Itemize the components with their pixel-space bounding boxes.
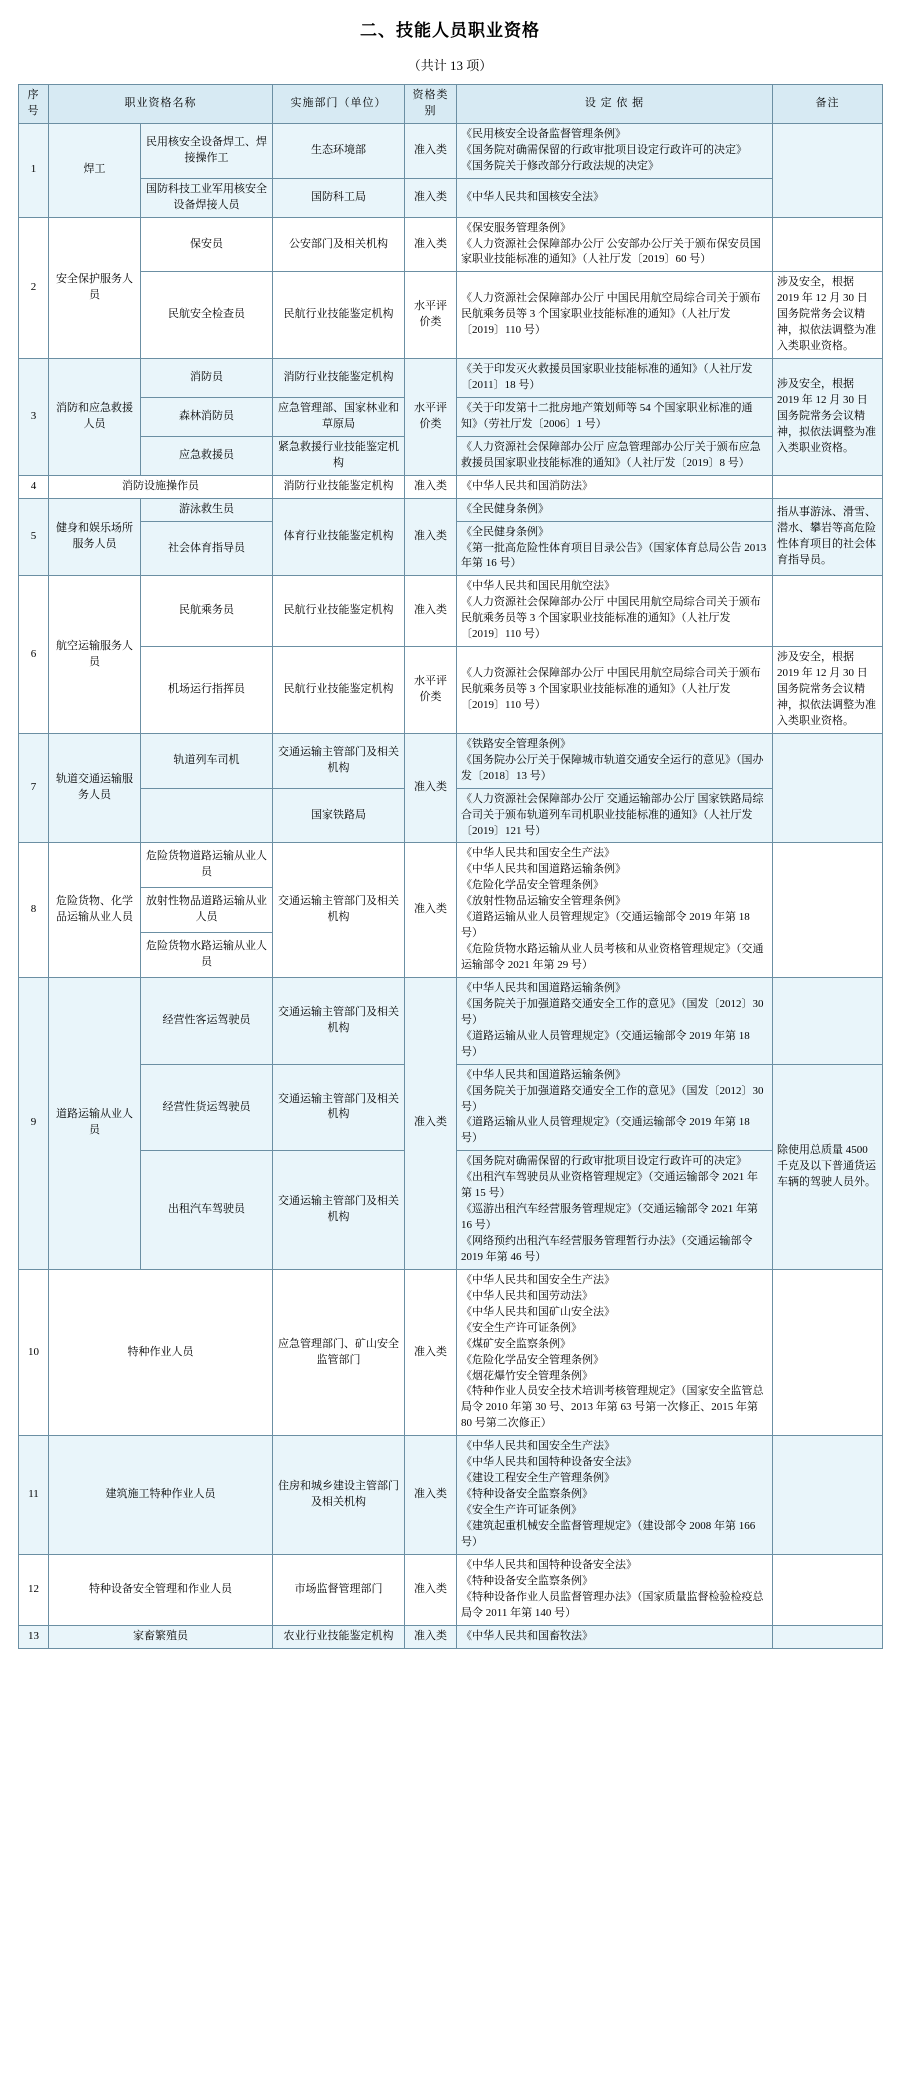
basis-line: 《特种设备作业人员监督管理办法》（国家质量监督检验检疫总局令 2011 年第 140 号）	[461, 1590, 764, 1619]
cell-dept: 市场监督管理部门	[273, 1554, 405, 1625]
cell-sub-name: 经营性客运驾驶员	[141, 977, 273, 1064]
cell-dept: 紧急救援行业技能鉴定机构	[273, 436, 405, 475]
table-row	[19, 1554, 883, 1625]
basis-line: 《国务院关于修改部分行政法规的决定》	[461, 159, 659, 172]
table-row	[19, 123, 883, 178]
cell-seq: 2	[19, 217, 49, 359]
cell-remark: 除使用总质量 4500 千克及以下普通货运车辆的驾驶人员外。	[773, 1064, 883, 1269]
cell-sub-name: 放射性物品道路运输从业人员	[141, 888, 273, 933]
basis-line: 《危险货物水路运输从业人员考核和从业资格管理规定》（交通运输部令 2021 年第 29 号）	[461, 943, 764, 971]
cell-group-name: 家畜繁殖员	[49, 1625, 273, 1648]
basis-line: 《国务院对确需保留的行政审批项目设定行政许可的决定》	[461, 1155, 747, 1168]
table-row	[19, 733, 883, 788]
cell-dept: 民航行业技能鉴定机构	[273, 576, 405, 647]
basis-line: 《保安服务管理条例》	[461, 221, 571, 234]
cell-remark	[773, 475, 883, 498]
cell-remark: 涉及安全，根据 2019 年 12 月 30 日国务院常务会议精神，拟依法调整为准入类职业资格。	[773, 359, 883, 476]
cell-basis	[457, 1554, 773, 1625]
cell-group-name: 安全保护服务人员	[49, 217, 141, 359]
header-name: 职业资格名称	[49, 85, 273, 124]
cell-group-name: 消防设施操作员	[49, 475, 273, 498]
basis-line: 《网络预约出租汽车经营服务管理暂行办法》（交通运输部令 2019 年第 46 号）	[461, 1235, 753, 1263]
cell-sub-name	[141, 788, 273, 843]
cell-dept: 交通运输主管部门及相关机构	[273, 1151, 405, 1270]
cell-dept: 交通运输主管部门及相关机构	[273, 1064, 405, 1151]
basis-line: 《安全生产许可证条例》	[461, 1504, 582, 1516]
cell-dept: 交通运输主管部门及相关机构	[273, 843, 405, 978]
table-row	[19, 647, 883, 734]
cell-dept: 公安部门及相关机构	[273, 217, 405, 272]
cell-basis	[457, 217, 773, 272]
table-row	[19, 498, 883, 521]
cell-seq: 13	[19, 1625, 49, 1648]
cell-category: 水平评价类	[405, 647, 457, 734]
cell-category: 准入类	[405, 1269, 457, 1435]
basis-line: 《中华人民共和国核安全法》	[461, 190, 604, 203]
table-row	[19, 217, 883, 272]
cell-category: 水平评价类	[405, 272, 457, 359]
cell-sub-name: 民用核安全设备焊工、焊接操作工	[141, 123, 273, 178]
cell-category: 准入类	[405, 733, 457, 843]
basis-line: 《中华人民共和国消防法》	[461, 479, 593, 492]
cell-basis	[457, 436, 773, 475]
cell-seq: 6	[19, 576, 49, 733]
cell-sub-name: 经营性货运驾驶员	[141, 1064, 273, 1151]
basis-line: 《煤矿安全监察条例》	[461, 1337, 571, 1350]
cell-sub-name: 危险货物水路运输从业人员	[141, 933, 273, 978]
cell-group-name: 航空运输服务人员	[49, 576, 141, 733]
cell-remark	[773, 1269, 883, 1435]
cell-group-name: 建筑施工特种作业人员	[49, 1436, 273, 1555]
cell-basis	[457, 1151, 773, 1270]
basis-line: 《人力资源社会保障部办公厅 应急管理部办公厅关于颁布应急救援员国家职业技能标准的通知》（人社厅发〔2019〕8 号）	[461, 440, 761, 469]
cell-seq: 12	[19, 1554, 49, 1625]
basis-line: 《中华人民共和国特种设备安全法》	[461, 1456, 637, 1469]
cell-remark	[773, 977, 883, 1064]
table-row	[19, 843, 883, 888]
table-row	[19, 1436, 883, 1555]
basis-line: 《中华人民共和国道路运输条例》	[461, 1068, 626, 1081]
basis-line: 《特种作业人员安全技术培训考核管理规定》（国家安全监管总局令 2010 年第 30 号、2013 年第 63 号第一次修正、2015 年第 80 号第二次修正）	[461, 1385, 764, 1430]
table-row	[19, 1625, 883, 1648]
cell-dept: 农业行业技能鉴定机构	[273, 1625, 405, 1648]
cell-dept: 国防科工局	[273, 178, 405, 217]
basis-line: 《中华人民共和国矿山安全法》	[461, 1305, 615, 1318]
basis-line: 《中华人民共和国特种设备安全法》	[461, 1558, 637, 1571]
basis-line: 《国务院关于加强道路交通安全工作的意见》（国发〔2012〕30 号）	[461, 1084, 764, 1113]
cell-sub-name: 应急救援员	[141, 436, 273, 475]
cell-basis	[457, 272, 773, 359]
cell-basis	[457, 977, 773, 1064]
cell-dept: 国家铁路局	[273, 788, 405, 843]
cell-basis	[457, 1436, 773, 1555]
cell-category: 准入类	[405, 1554, 457, 1625]
cell-dept: 交通运输主管部门及相关机构	[273, 733, 405, 788]
basis-line: 《全民健身条例》	[461, 502, 549, 515]
cell-basis	[457, 647, 773, 734]
basis-line: 《人力资源社会保障部办公厅 交通运输部办公厅 国家铁路局综合司关于颁布轨道列车司机职业技能标准的通知》（人社厅发〔2019〕121 号）	[461, 792, 764, 837]
basis-line: 《特种设备安全监察条例》	[461, 1574, 593, 1587]
cell-group-name: 轨道交通运输服务人员	[49, 733, 141, 843]
cell-group-name: 焊工	[49, 123, 141, 217]
basis-line: 《中华人民共和国畜牧法》	[461, 1629, 593, 1642]
cell-dept: 交通运输主管部门及相关机构	[273, 977, 405, 1064]
table-header	[19, 85, 883, 124]
cell-category: 准入类	[405, 576, 457, 647]
cell-dept: 生态环境部	[273, 123, 405, 178]
table-row	[19, 576, 883, 647]
cell-basis	[457, 359, 773, 398]
cell-remark	[773, 1554, 883, 1625]
basis-line: 《国务院对确需保留的行政审批项目设定行政许可的决定》	[461, 143, 747, 156]
cell-seq: 1	[19, 123, 49, 217]
cell-dept: 民航行业技能鉴定机构	[273, 272, 405, 359]
cell-remark	[773, 1625, 883, 1648]
basis-line: 《中华人民共和国劳动法》	[461, 1289, 593, 1302]
cell-remark	[773, 217, 883, 272]
header-category: 资格类别	[405, 85, 457, 124]
cell-seq: 3	[19, 359, 49, 476]
cell-group-name: 健身和娱乐场所服务人员	[49, 498, 141, 576]
cell-remark	[773, 733, 883, 843]
cell-group-name: 消防和应急救援人员	[49, 359, 141, 476]
cell-dept: 应急管理部门、矿山安全监管部门	[273, 1269, 405, 1435]
cell-sub-name: 社会体育指导员	[141, 521, 273, 576]
basis-line: 《建设工程安全生产管理条例》	[461, 1472, 615, 1485]
basis-line: 《出租汽车驾驶员从业资格管理规定》（交通运输部令 2021 年第 15 号）	[461, 1171, 758, 1200]
table-row	[19, 1269, 883, 1435]
cell-basis	[457, 178, 773, 217]
header-basis: 设 定 依 据	[457, 85, 773, 124]
qualification-table	[18, 84, 883, 1649]
cell-basis	[457, 521, 773, 576]
table-row	[19, 178, 883, 217]
cell-category: 准入类	[405, 977, 457, 1269]
cell-category: 准入类	[405, 843, 457, 978]
table-row	[19, 475, 883, 498]
cell-group-name: 道路运输从业人员	[49, 977, 141, 1269]
cell-remark	[773, 1436, 883, 1555]
basis-line: 《人力资源社会保障部办公厅 中国民用航空局综合司关于颁布民航乘务员等 3 个国家职业技能标准的通知》（人社厅发〔2019〕110 号）	[461, 292, 761, 337]
cell-group-name: 特种设备安全管理和作业人员	[49, 1554, 273, 1625]
basis-line: 《中华人民共和国安全生产法》	[461, 1440, 615, 1453]
basis-line: 《全民健身条例》	[461, 525, 549, 538]
header-dept: 实施部门（单位）	[273, 85, 405, 124]
page-title: 二、技能人员职业资格	[360, 21, 540, 40]
basis-line: 《中华人民共和国道路运输条例》	[461, 981, 626, 994]
cell-category: 准入类	[405, 498, 457, 576]
cell-seq: 9	[19, 977, 49, 1269]
basis-line: 《危险化学品安全管理条例》	[461, 879, 604, 892]
basis-line: 《巡游出租汽车经营服务管理规定》（交通运输部令 2021 年第 16 号）	[461, 1203, 758, 1232]
header-remark: 备注	[773, 85, 883, 124]
cell-seq: 4	[19, 475, 49, 498]
cell-category: 水平评价类	[405, 359, 457, 476]
cell-sub-name: 民航安全检查员	[141, 272, 273, 359]
table-row	[19, 977, 883, 1064]
cell-sub-name: 机场运行指挥员	[141, 647, 273, 734]
basis-line: 《第一批高危险性体育项目目录公告》（国家体育总局公告 2013 年第 16 号）	[461, 541, 767, 570]
basis-line: 《人力资源社会保障部办公厅 中国民用航空局综合司关于颁布民航乘务员等 3 个国家职业技能标准的通知》（人社厅发〔2019〕110 号）	[461, 667, 761, 711]
page-subtitle: （共计 13 项）	[407, 58, 493, 73]
cell-sub-name: 国防科技工业军用核安全设备焊接人员	[141, 178, 273, 217]
cell-basis	[457, 788, 773, 843]
cell-sub-name: 森林消防员	[141, 397, 273, 436]
basis-line: 《国务院关于加强道路交通安全工作的意见》（国发〔2012〕30 号）	[461, 997, 764, 1026]
cell-sub-name: 轨道列车司机	[141, 733, 273, 788]
cell-dept: 体育行业技能鉴定机构	[273, 498, 405, 576]
cell-group-name: 危险货物、化学品运输从业人员	[49, 843, 141, 978]
cell-remark	[773, 576, 883, 647]
cell-basis	[457, 498, 773, 521]
basis-line: 《放射性物品运输安全管理条例》	[461, 895, 626, 908]
cell-basis	[457, 123, 773, 178]
cell-sub-name: 游泳救生员	[141, 498, 273, 521]
basis-line: 《人力资源社会保障部办公厅 中国民用航空局综合司关于颁布民航乘务员等 3 个国家职业技能标准的通知》（人社厅发〔2019〕110 号）	[461, 596, 761, 641]
header-seq: 序号	[19, 85, 49, 124]
cell-sub-name: 民航乘务员	[141, 576, 273, 647]
basis-line: 《国务院办公厅关于保障城市轨道交通安全运行的意见》（国办发〔2018〕13 号）	[461, 753, 764, 782]
basis-line: 《特种设备安全监察条例》	[461, 1488, 593, 1501]
cell-sub-name: 出租汽车驾驶员	[141, 1151, 273, 1270]
cell-basis	[457, 1625, 773, 1648]
basis-line: 《人力资源社会保障部办公厅 公安部办公厅关于颁布保安员国家职业技能标准的通知》（人社厅发〔2019〕60 号）	[461, 237, 761, 266]
table-row	[19, 272, 883, 359]
cell-basis	[457, 1064, 773, 1151]
cell-seq: 11	[19, 1436, 49, 1555]
cell-category: 准入类	[405, 217, 457, 272]
basis-line: 《道路运输从业人员管理规定》（交通运输部令 2019 年第 18 号）	[461, 1116, 750, 1145]
cell-remark	[773, 843, 883, 978]
cell-category: 准入类	[405, 1436, 457, 1555]
basis-line: 《中华人民共和国安全生产法》	[461, 1273, 615, 1286]
cell-remark: 涉及安全，根据 2019 年 12 月 30 日国务院常务会议精神，拟依法调整为准入类职业资格。	[773, 647, 883, 734]
basis-line: 《民用核安全设备监督管理条例》	[461, 127, 626, 140]
cell-basis	[457, 733, 773, 788]
cell-basis	[457, 475, 773, 498]
cell-seq: 7	[19, 733, 49, 843]
table-row	[19, 359, 883, 398]
table-body	[19, 123, 883, 1648]
cell-dept: 民航行业技能鉴定机构	[273, 647, 405, 734]
basis-line: 《铁路安全管理条例》	[461, 737, 571, 750]
cell-remark	[773, 123, 883, 217]
cell-seq: 10	[19, 1269, 49, 1435]
cell-dept: 消防行业技能鉴定机构	[273, 475, 405, 498]
cell-seq: 8	[19, 843, 49, 978]
cell-remark: 涉及安全，根据 2019 年 12 月 30 日国务院常务会议精神，拟依法调整为准入类职业资格。	[773, 272, 883, 359]
cell-basis	[457, 576, 773, 647]
cell-dept: 消防行业技能鉴定机构	[273, 359, 405, 398]
cell-dept: 住房和城乡建设主管部门及相关机构	[273, 1436, 405, 1555]
cell-category: 准入类	[405, 475, 457, 498]
basis-line: 《安全生产许可证条例》	[461, 1321, 582, 1334]
basis-line: 《关于印发灭火救援员国家职业技能标准的通知》（人社厅发〔2011〕18 号）	[461, 363, 753, 391]
cell-category: 准入类	[405, 1625, 457, 1648]
basis-line: 《危险化学品安全管理条例》	[461, 1353, 604, 1366]
cell-remark: 指从事游泳、滑雪、潜水、攀岩等高危险性体育项目的社会体育指导员。	[773, 498, 883, 576]
basis-line: 《烟花爆竹安全管理条例》	[461, 1369, 593, 1382]
basis-line: 《中华人民共和国安全生产法》	[461, 847, 615, 860]
cell-category: 准入类	[405, 123, 457, 178]
basis-line: 《中华人民共和国民用航空法》	[461, 580, 615, 593]
cell-sub-name: 消防员	[141, 359, 273, 398]
cell-basis	[457, 1269, 773, 1435]
cell-dept: 应急管理部、国家林业和草原局	[273, 397, 405, 436]
cell-basis	[457, 397, 773, 436]
cell-group-name: 特种作业人员	[49, 1269, 273, 1435]
basis-line: 《建筑起重机械安全监督管理规定》（建设部令 2008 年第 166 号）	[461, 1519, 756, 1548]
basis-line: 《中华人民共和国道路运输条例》	[461, 863, 626, 876]
basis-line: 《道路运输从业人员管理规定》（交通运输部令 2019 年第 18 号）	[461, 1029, 750, 1058]
cell-category: 准入类	[405, 178, 457, 217]
cell-basis	[457, 843, 773, 978]
cell-seq: 5	[19, 498, 49, 576]
cell-sub-name: 危险货物道路运输从业人员	[141, 843, 273, 888]
basis-line: 《关于印发第十二批房地产策划师等 54 个国家职业标准的通知》（劳社厅发〔2006〕1 号）	[461, 401, 753, 430]
basis-line: 《道路运输从业人员管理规定》（交通运输部令 2019 年第 18 号）	[461, 911, 750, 940]
cell-sub-name: 保安员	[141, 217, 273, 272]
